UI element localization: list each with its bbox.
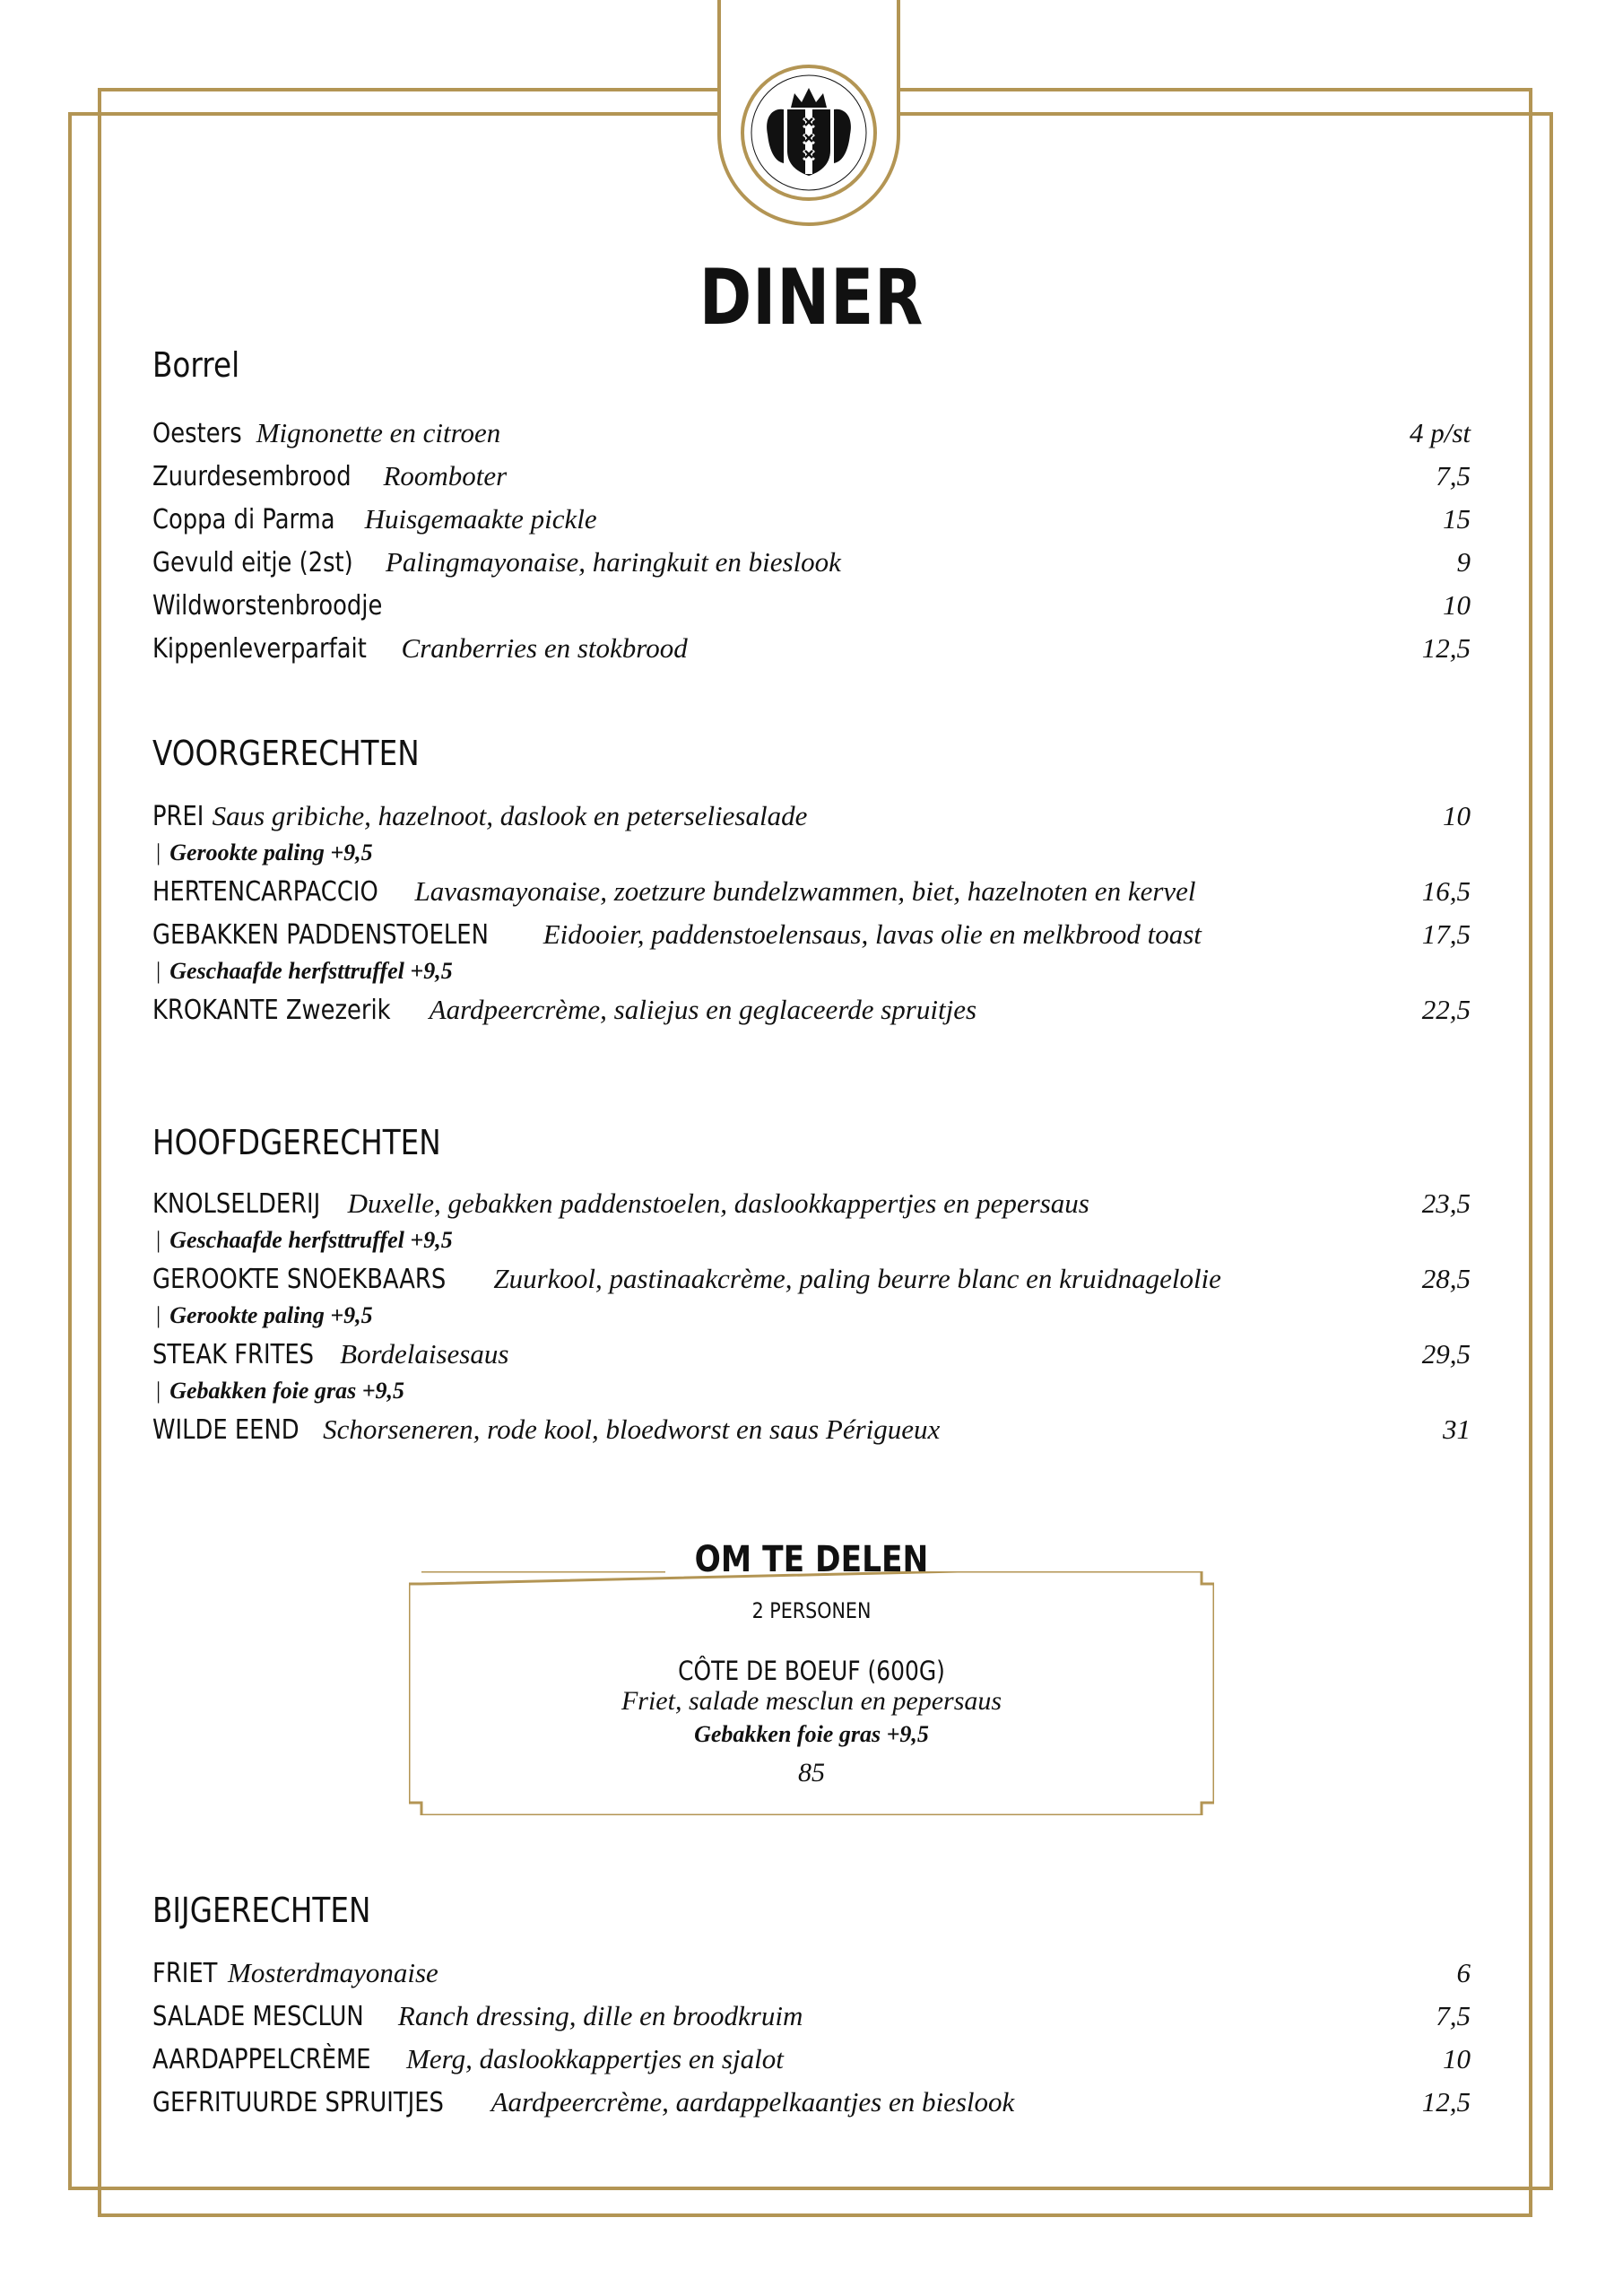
item-supplement: | Geschaafde herfsttruffel +9,5 xyxy=(156,1227,453,1253)
menu-item xyxy=(152,1187,1471,1231)
section-voorgerechten xyxy=(152,734,1471,1037)
item-price: 16,5 xyxy=(1421,875,1471,907)
item-name: KNOLSELDERIJ xyxy=(152,1188,321,1220)
item-description: Palingmayonaise, haringkuit en bieslook xyxy=(385,546,841,578)
menu-item xyxy=(152,546,1471,589)
item-supplement: | Gerookte paling +9,5 xyxy=(156,1302,373,1328)
item-name: Oesters xyxy=(152,418,242,449)
item-price: 31 xyxy=(1443,1413,1471,1445)
item-supplement: | Geschaafde herfsttruffel +9,5 xyxy=(156,958,453,984)
menu-item xyxy=(152,589,1471,632)
item-price: 23,5 xyxy=(1421,1187,1471,1219)
menu-item xyxy=(152,503,1471,546)
item-price: 10 xyxy=(1443,589,1471,621)
sharing-price: 85 xyxy=(798,1758,825,1787)
section-title: Borrel xyxy=(152,345,240,385)
item-name: Coppa di Parma xyxy=(152,504,335,535)
item-name: Zuurdesembrood xyxy=(152,461,352,492)
item-description: Huisgemaakte pickle xyxy=(364,503,597,535)
menu-item xyxy=(152,918,1471,961)
item-description: Merg, daslookkappertjes en sjalot xyxy=(406,2043,784,2074)
menu-item xyxy=(152,1957,1471,2000)
item-price: 10 xyxy=(1443,2043,1471,2074)
supplement-text: Gebakken foie gras +9,5 xyxy=(169,1378,405,1404)
menu-item xyxy=(152,460,1471,503)
page-title: DINER xyxy=(699,253,924,343)
menu-item xyxy=(152,2043,1471,2086)
item-description: Ranch dressing, dille en broodkruim xyxy=(397,2000,803,2031)
item-description: Saus gribiche, hazelnoot, daslook en peterseliesalade xyxy=(212,800,808,831)
item-name: PREI xyxy=(152,801,204,832)
item-name: GEROOKTE SNOEKBAARS xyxy=(152,1264,447,1295)
supplement-text: Geschaafde herfsttruffel +9,5 xyxy=(169,958,453,984)
sharing-content xyxy=(409,1598,1214,1788)
item-description: Cranberries en stokbrood xyxy=(401,632,688,664)
sharing-dish-description: Friet, salade mesclun en pepersaus xyxy=(621,1686,1002,1716)
item-name: GEBAKKEN PADDENSTOELEN xyxy=(152,919,489,951)
section-hoofdgerechten xyxy=(152,1123,1471,1457)
section-bijgerechten xyxy=(152,1891,1471,2129)
item-description: Roomboter xyxy=(383,460,508,491)
item-price: 17,5 xyxy=(1421,918,1471,950)
item-description: Schorseneren, rode kool, bloedworst en saus Périgueux xyxy=(323,1413,941,1445)
menu-item xyxy=(152,994,1471,1037)
menu-item xyxy=(152,2000,1471,2043)
item-price: 7,5 xyxy=(1436,2000,1471,2031)
item-name: Gevuld eitje (2st) xyxy=(152,547,353,578)
item-name: AARDAPPELCRÈME xyxy=(152,2044,371,2075)
section-title: HOOFDGERECHTEN xyxy=(152,1123,441,1162)
item-price: 29,5 xyxy=(1421,1338,1471,1370)
item-supplement: | Gerookte paling +9,5 xyxy=(156,839,373,865)
item-description: Zuurkool, pastinaakcrème, paling beurre blanc en kruidnagelolie xyxy=(493,1263,1221,1294)
item-description: Aardpeercrème, aardappelkaantjes en bieslook xyxy=(490,2086,1015,2118)
sharing-persons: 2 PERSONEN xyxy=(751,1598,872,1623)
menu-item xyxy=(152,800,1471,843)
item-price: 6 xyxy=(1456,1957,1471,1988)
sharing-dish-name: CÔTE DE BOEUF (600G) xyxy=(678,1656,945,1686)
item-price: 7,5 xyxy=(1436,460,1471,491)
item-description: Lavasmayonaise, zoetzure bundelzwammen, biet, hazelnoten en kervel xyxy=(414,875,1196,907)
item-description: Eidooier, paddenstoelensaus, lavas olie en melkbrood toast xyxy=(542,918,1202,950)
item-description: Aardpeercrème, saliejus en geglaceerde spruitjes xyxy=(429,994,977,1025)
item-name: GEFRITUURDE SPRUITJES xyxy=(152,2087,444,2118)
item-name: FRIET xyxy=(152,1958,218,1989)
sharing-supplement: Gebakken foie gras +9,5 xyxy=(694,1721,929,1747)
item-name: Wildworstenbroodje xyxy=(152,590,383,622)
item-price: 9 xyxy=(1456,546,1471,578)
item-price: 12,5 xyxy=(1421,632,1471,664)
item-name: KROKANTE Zwezerik xyxy=(152,995,391,1026)
supplement-text: Gerookte paling +9,5 xyxy=(169,1302,373,1328)
menu-item xyxy=(152,2086,1471,2129)
section-title: VOORGERECHTEN xyxy=(152,734,420,773)
menu-item xyxy=(152,875,1471,918)
item-price: 15 xyxy=(1443,503,1471,535)
item-supplement: | Gebakken foie gras +9,5 xyxy=(156,1378,405,1404)
item-price: 10 xyxy=(1443,800,1471,831)
menu-item xyxy=(152,1413,1471,1457)
item-price: 22,5 xyxy=(1421,994,1471,1025)
amsterdam-coat-of-arms-icon xyxy=(737,61,881,204)
item-description: Mosterdmayonaise xyxy=(228,1957,438,1988)
menu-item xyxy=(152,1263,1471,1306)
section-title: BIJGERECHTEN xyxy=(152,1891,371,1930)
supplement-text: Gerookte paling +9,5 xyxy=(169,839,373,865)
item-price: 4 p/st xyxy=(1409,417,1471,448)
item-description: Duxelle, gebakken paddenstoelen, daslookkappertjes en pepersaus xyxy=(347,1187,1089,1219)
item-price: 12,5 xyxy=(1421,2086,1471,2118)
supplement-text: Geschaafde herfsttruffel +9,5 xyxy=(169,1227,453,1253)
section-borrel xyxy=(152,345,1471,675)
item-price: 28,5 xyxy=(1421,1263,1471,1294)
item-description: Mignonette en citroen xyxy=(256,417,501,448)
item-name: Kippenleverparfait xyxy=(152,633,367,665)
item-name: HERTENCARPACCIO xyxy=(152,876,378,908)
item-name: STEAK FRITES xyxy=(152,1339,315,1370)
sharing-title: OM TE DELEN xyxy=(694,1539,929,1580)
item-description: Bordelaisesaus xyxy=(340,1338,509,1370)
menu-item xyxy=(152,417,1471,460)
item-name: SALADE MESCLUN xyxy=(152,2001,364,2032)
menu-item xyxy=(152,632,1471,675)
menu-item xyxy=(152,1338,1471,1381)
item-name: WILDE EEND xyxy=(152,1414,299,1446)
